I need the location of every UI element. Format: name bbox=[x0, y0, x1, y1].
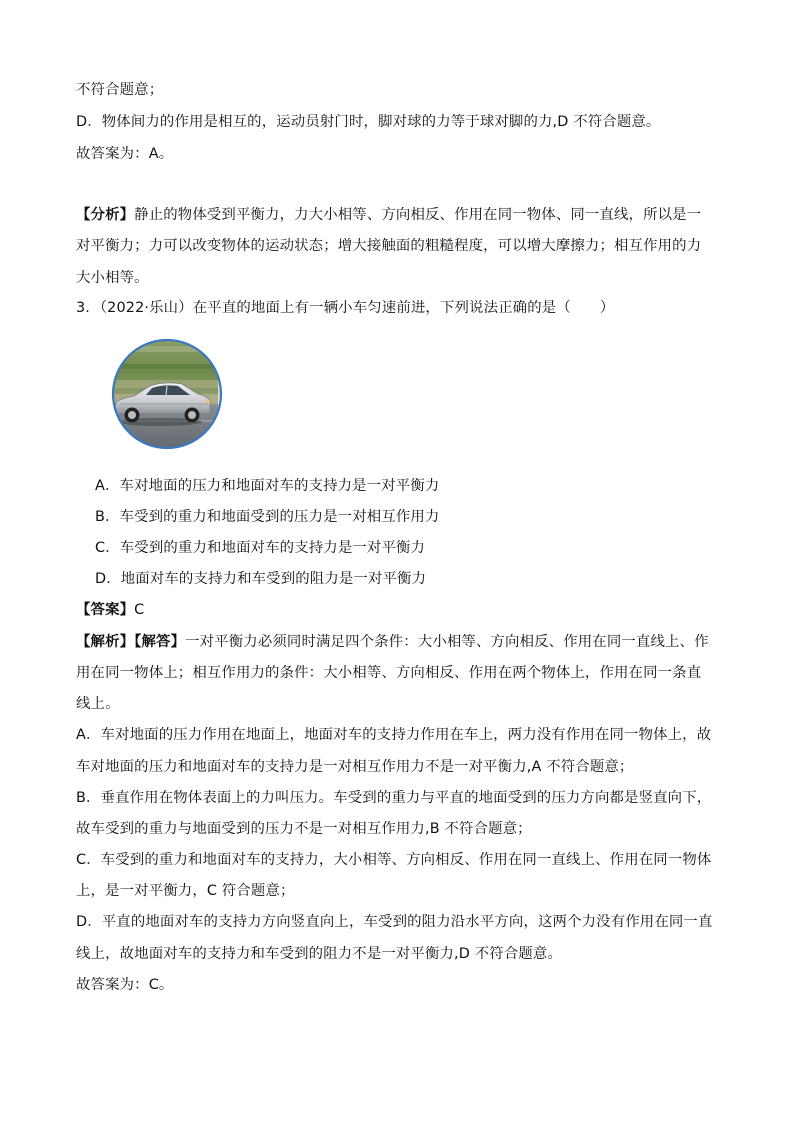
explanation-conclusion: 故答案为：C。 bbox=[76, 977, 174, 993]
analysis-label: 【分析】 bbox=[76, 207, 135, 223]
explanation-line-1 bbox=[76, 632, 709, 652]
car-photo-icon bbox=[100, 336, 234, 454]
prev-answer-line-1: 不符合题意； bbox=[76, 82, 164, 98]
explanation-line-10: D．平直的地面对车的支持力方向竖直向上，车受到的阻力沿水平方向，这两个力没有作用在同一直 bbox=[76, 914, 713, 930]
prev-analysis-line-3: 大小相等。 bbox=[76, 270, 149, 286]
option-b: B．车受到的重力和地面受到的压力是一对相互作用力 bbox=[95, 509, 440, 525]
prev-answer-conclusion: 故答案为：A。 bbox=[76, 146, 174, 162]
prev-answer-line-2: D．物体间力的作用是相互的，运动员射门时，脚对球的力等于球对脚的力,D 不符合题意。 bbox=[76, 114, 661, 130]
prev-analysis-line-2: 对平衡力；力可以改变物体的运动状态；增大接触面的粗糙程度，可以增大摩擦力；相互作用的力 bbox=[76, 238, 702, 254]
option-a: A．车对地面的压力和地面对车的支持力是一对平衡力 bbox=[95, 478, 440, 494]
explanation-line-9: 上，是一对平衡力，C 符合题意； bbox=[76, 883, 295, 899]
explanation-line-2: 用在同一物体上；相互作用力的条件：大小相等、方向相反、作用在两个物体上，作用在同一条直 bbox=[76, 665, 702, 681]
option-d: D．地面对车的支持力和车受到的阻力是一对平衡力 bbox=[95, 571, 427, 587]
explanation-label: 【解析】【解答】 bbox=[76, 634, 186, 650]
analysis-text: 静止的物体受到平衡力，力大小相等、方向相反、作用在同一物体、同一直线，所以是一 bbox=[134, 207, 702, 223]
explanation-line-4: A．车对地面的压力作用在地面上，地面对车的支持力作用在车上，两力没有作用在同一物体上，故 bbox=[76, 727, 712, 743]
explanation-line-3: 线上。 bbox=[76, 696, 120, 712]
answer-label: 【答案】 bbox=[76, 602, 135, 618]
explanation-line-5: 车对地面的压力和地面对车的支持力是一对相互作用力不是一对平衡力,A 不符合题意； bbox=[76, 759, 634, 775]
option-c: C．车受到的重力和地面对车的支持力是一对平衡力 bbox=[95, 540, 426, 556]
explanation-line-8: C．车受到的重力和地面对车的支持力，大小相等、方向相反、作用在同一直线上、作用在同一物体 bbox=[76, 852, 712, 868]
explanation-line-6: B．垂直作用在物体表面上的力叫压力。车受到的重力与平直的地面受到的压力方向都是竖直向下， bbox=[76, 790, 712, 806]
answer-value: C bbox=[134, 602, 145, 618]
prev-analysis-line-1 bbox=[76, 205, 701, 225]
explanation-line-11: 线上，故地面对车的支持力和车受到的阻力不是一对平衡力,D 不符合题意。 bbox=[76, 946, 562, 962]
question-stem: 3．（2022·乐山）在平直的地面上有一辆小车匀速前进，下列说法正确的是（ ） bbox=[76, 300, 615, 316]
car-photo-graphic bbox=[100, 336, 234, 454]
explanation-text: 一对平衡力必须同时满足四个条件：大小相等、方向相反、作用在同一直线上、作 bbox=[185, 634, 709, 650]
answer-line bbox=[76, 600, 144, 620]
explanation-line-7: 故车受到的重力与地面受到的压力不是一对相互作用力,B 不符合题意； bbox=[76, 821, 532, 837]
